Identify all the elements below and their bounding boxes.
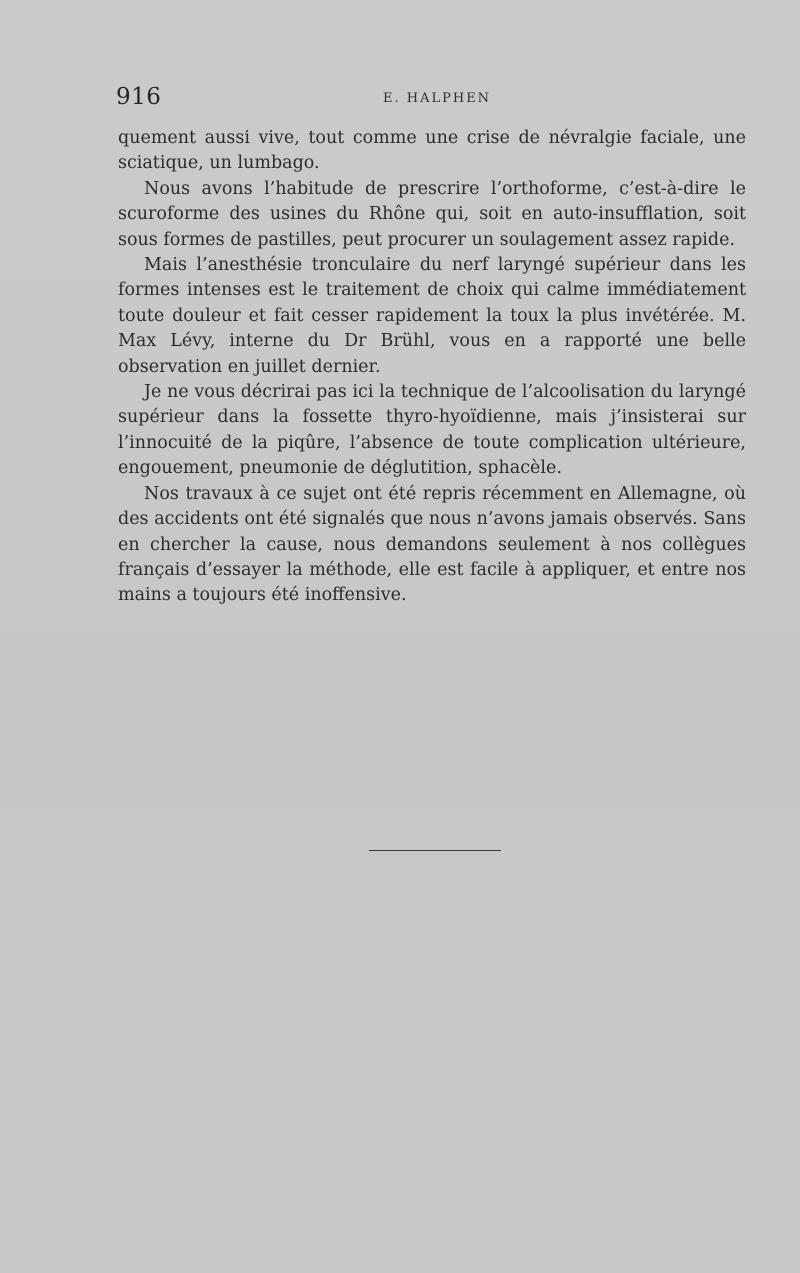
end-rule xyxy=(369,850,501,851)
running-head: E. HALPHEN xyxy=(383,91,492,106)
body-text xyxy=(118,126,746,609)
page-header xyxy=(116,84,746,114)
page-number: 916 xyxy=(116,84,162,110)
paragraph-3: Mais l’anesthésie tronculaire du nerf laryngé supérieur dans les formes intenses est le traitement de choix qui calme immédiatement toute douleur et fait cesser rapidement la toux la plus invétérée. M. Max Lévy, interne du Dr Brühl, vous en a rapporté une belle observation en juillet dernier. xyxy=(118,255,746,377)
paragraph-1: quement aussi vive, tout comme une crise de névralgie faciale, une sciatique, un lumbago. xyxy=(118,128,746,174)
paragraph-5: Nos travaux à ce sujet ont été repris récemment en Allemagne, où des accidents ont été signalés que nous n’avons jamais observés. Sans en chercher la cause, nous demandons seulement à nos collègues français d’essayer la méthode, elle est facile à appliquer, et entre nos mains a toujours été inoffensive. xyxy=(118,483,746,606)
paragraph-2: Nous avons l’habitude de prescrire l’orthoforme, c’est-à-dire le scuroforme des usines du Rhône qui, soit en auto-insufflation, soit sous formes de pastilles, peut procurer un soulagement assez rapide. xyxy=(118,178,746,250)
paragraph-4: Je ne vous décrirai pas ici la technique de l’alcoolisation du laryngé supérieur dans la fossette thyro-hyoïdienne, mais j’insisterai sur l’innocuité de la piqûre, l’absence de toute complication ultérieure, engouement, pneumonie de déglutition, sphacèle. xyxy=(118,382,746,479)
